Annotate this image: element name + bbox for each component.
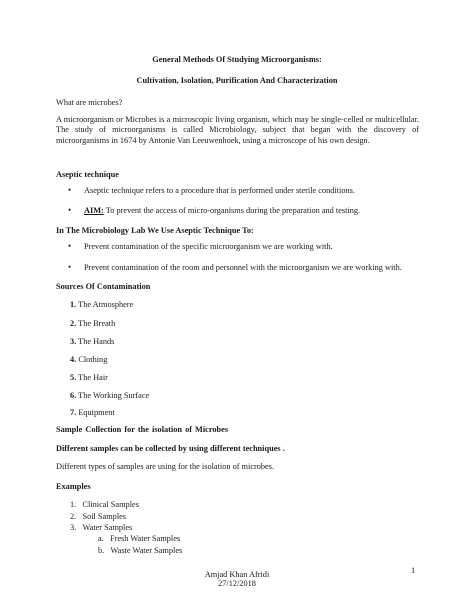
lab-bullet-2: Prevent contamination of the room and personnel with the microorganism we are working with. <box>84 263 402 272</box>
lab-bullet-1: Prevent contamination of the specific microorganism we are working with. <box>84 242 333 251</box>
list-item: 1. Clinical Samples <box>70 500 139 509</box>
list-item: b. Waste Water Samples <box>98 546 183 555</box>
aseptic-bullet-1: Aseptic technique refers to a procedure that is performed under sterile conditions. <box>84 186 355 195</box>
list-item: 6. The Working Surface <box>70 391 150 400</box>
intro-paragraph: A microorganism or Microbes is a microscopic living organism, which may be single-celled or multicellular. The study of microorganisms is called Microbiology, subject that began with the discovery of microorganisms in 1674 by Antonie Van Leeuwenhoek, using a microscope of his own design. <box>56 115 419 145</box>
collection-heading: Sample Collection for the isolation of Microbes <box>56 425 229 434</box>
list-item: 2. Soil Samples <box>70 512 127 521</box>
list-item: 4. Clothing <box>70 355 108 364</box>
list-item: 1. The Atmosphere <box>70 300 134 309</box>
bullet-icon: • <box>68 185 72 195</box>
bullet-icon: • <box>68 205 72 215</box>
sources-heading: Sources Of Contamination <box>56 282 151 291</box>
aseptic-heading: Aseptic technique <box>56 170 119 179</box>
footer-date: 27/12/2018 <box>218 579 256 588</box>
list-item: 2. The Breath <box>70 319 116 328</box>
bullet-icon: • <box>68 262 72 272</box>
list-item: 5. The Hair <box>70 373 108 382</box>
bullet-icon: • <box>68 241 72 251</box>
footer-author: Amjad Khan Afridi <box>204 570 270 579</box>
title-line-1: General Methods Of Studying Microorganisms: <box>152 55 322 64</box>
lab-heading: In The Microbiology Lab We Use Aseptic Technique To: <box>56 226 254 235</box>
collection-text: Different types of samples are using for the isolation of microbes. <box>56 462 275 471</box>
page-number: 1 <box>411 566 416 575</box>
title-line-2: Cultivation, Isolation, Purification And Characterization <box>136 76 338 85</box>
list-item: a. Fresh Water Samples <box>98 534 181 543</box>
aim-label: AIM: <box>84 206 104 215</box>
aim-line <box>84 206 360 216</box>
collection-subheading: Different samples can be collected by using different techniques . <box>56 444 285 453</box>
intro-question: What are microbes? <box>56 98 123 107</box>
list-item: 3. The Hands <box>70 337 115 346</box>
list-item: 7. Equipment <box>70 408 115 417</box>
aim-text: To prevent the access of micro-organisms during the preparation and testing. <box>105 206 361 215</box>
list-item: 3. Water Samples <box>70 523 133 532</box>
examples-heading: Examples <box>56 482 91 491</box>
